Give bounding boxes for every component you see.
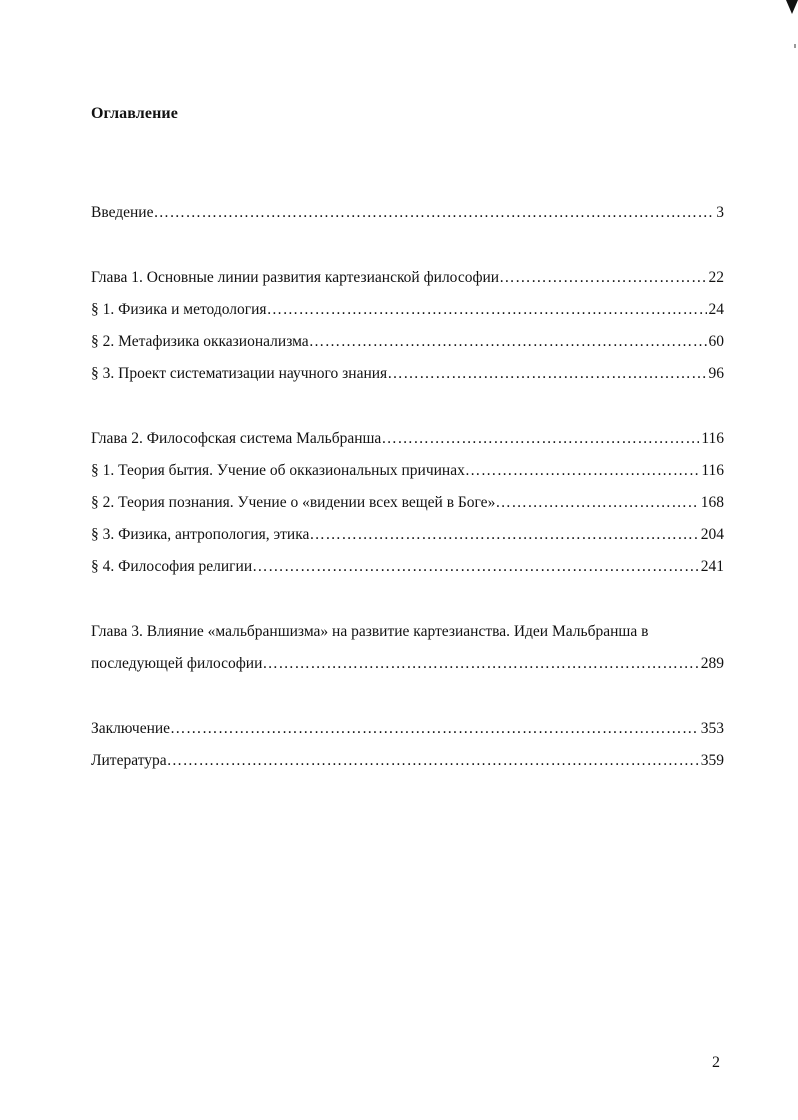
toc-leader-dots (381, 423, 699, 455)
toc-entry-ch2-sec4[interactable] (91, 551, 724, 583)
toc-entry-label: § 3. Физика, антропология, этика (91, 526, 310, 543)
toc-entry-page: 24 (708, 301, 724, 318)
spacer (91, 680, 724, 713)
toc-entry-page: 168 (700, 494, 724, 511)
toc-entry-label-line1: Глава 3. Влияние «мальбраншизма» на развитие картезианства. Идеи Мальбранша в (91, 623, 649, 640)
scan-corner-mark (786, 0, 798, 14)
toc-entry-label: § 2. Теория познания. Учение о «видении всех вещей в Боге» (91, 494, 496, 511)
toc-entry-page: 116 (701, 430, 724, 447)
toc-entry-label: § 4. Философия религии (91, 558, 253, 575)
toc-entry-label: § 3. Проект систематизации научного знания (91, 365, 388, 382)
toc-entry-conclusion[interactable] (91, 713, 724, 745)
toc-entry-label: Глава 2. Философская система Мальбранша (91, 430, 382, 447)
toc-entry-intro[interactable] (91, 197, 724, 229)
toc-entry-page: 60 (708, 333, 724, 350)
toc-entry-page: 359 (700, 752, 724, 769)
toc-entry-label-line2-row (91, 648, 724, 680)
toc-entry-page: 241 (700, 558, 724, 575)
toc-entry-page: 204 (700, 526, 724, 543)
toc-leader-dots (170, 713, 699, 745)
spacer (91, 390, 724, 423)
toc-leader-dots (252, 551, 699, 583)
toc-entry-chapter-1[interactable] (91, 262, 724, 294)
toc-entry-page: 96 (708, 365, 724, 382)
toc-entry-label: Введение (91, 204, 154, 221)
toc-leader-dots (262, 648, 698, 680)
toc-entry-ch1-sec1[interactable] (91, 294, 724, 326)
toc-leader-dots (309, 519, 698, 551)
toc-leader-dots (499, 262, 706, 294)
toc-entry-page: 22 (708, 269, 724, 286)
toc-entry-ch2-sec1[interactable] (91, 455, 724, 487)
spacer (91, 229, 724, 262)
toc-entry-page: 289 (700, 655, 724, 672)
toc-entry-ch1-sec2[interactable] (91, 326, 724, 358)
toc-entry-label: § 1. Физика и методология (91, 301, 267, 318)
toc-leader-dots (495, 487, 698, 519)
toc-entry-label: Литература (91, 752, 167, 769)
toc-leader-dots (153, 197, 714, 229)
toc-leader-dots (167, 745, 699, 777)
toc-leader-dots (387, 358, 706, 390)
toc-entry-label: § 2. Метафизика окказионализма (91, 333, 309, 350)
toc-entry-ch1-sec3[interactable] (91, 358, 724, 390)
table-of-contents (91, 197, 724, 777)
toc-entry-literature[interactable] (91, 745, 724, 777)
spacer (91, 583, 724, 616)
toc-leader-dots (465, 455, 699, 487)
toc-entry-label: § 1. Теория бытия. Учение об окказиональных причинах (91, 462, 465, 479)
page-number: 2 (712, 1054, 720, 1071)
toc-entry-label: Заключение (91, 720, 171, 737)
toc-entry-page: 3 (716, 204, 724, 221)
toc-entry-chapter-3[interactable] (91, 616, 724, 680)
toc-entry-label: последующей философии (91, 655, 263, 672)
page-title: Оглавление (91, 105, 178, 122)
toc-leader-dots (267, 294, 707, 326)
toc-leader-dots (309, 326, 707, 358)
toc-entry-page: 353 (700, 720, 724, 737)
toc-entry-label: Глава 1. Основные линии развития картезианской философии (91, 269, 500, 286)
toc-entry-chapter-2[interactable] (91, 423, 724, 455)
scan-artifact (794, 44, 796, 48)
toc-entry-ch2-sec3[interactable] (91, 519, 724, 551)
toc-entry-ch2-sec2[interactable] (91, 487, 724, 519)
toc-entry-page: 116 (701, 462, 724, 479)
